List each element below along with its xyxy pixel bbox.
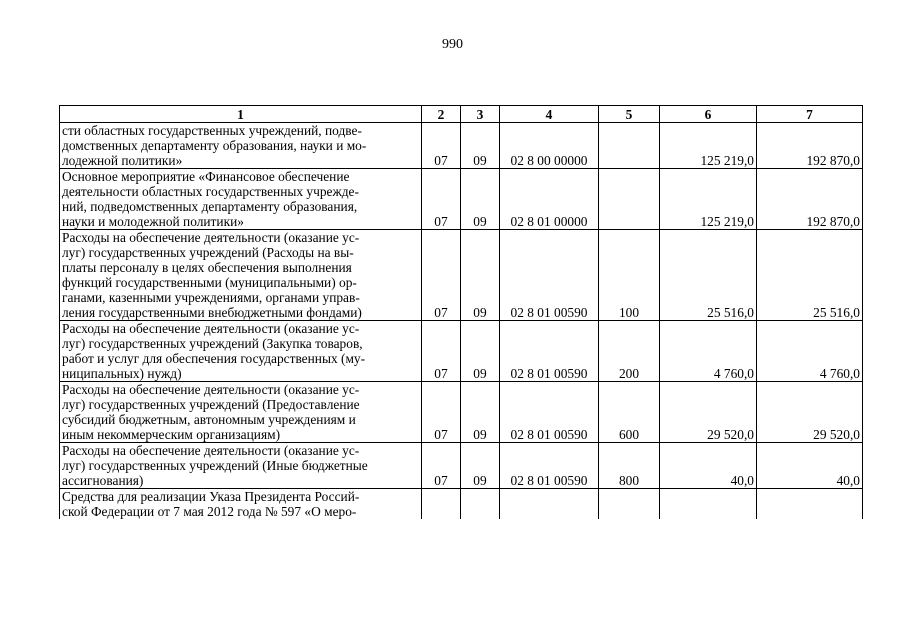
description-cell [60, 169, 422, 230]
amount-col6-cell: 125 219,0 [660, 123, 757, 169]
description-line: домственных департаменту образования, науки и мо- [62, 138, 367, 153]
description-line: ассигнования) [62, 473, 144, 488]
column-header-1: 1 [60, 106, 422, 123]
description-line: Расходы на обеспечение деятельности (оказание ус- [62, 382, 360, 397]
amount-col6-cell: 4 760,0 [660, 321, 757, 382]
description-cell [60, 382, 422, 443]
subsection-cell: 09 [461, 443, 500, 489]
section-cell: 07 [422, 169, 461, 230]
target-article-cell: 02 8 01 00000 [500, 169, 599, 230]
target-article-cell: 02 8 01 00590 [500, 382, 599, 443]
description-line: иным некоммерческим организациям) [62, 427, 281, 442]
description-line: работ и услуг для обеспечения государственных (му- [62, 351, 366, 366]
subsection-cell: 09 [461, 169, 500, 230]
table-body [60, 123, 863, 520]
budget-table [59, 105, 863, 519]
expense-type-cell [599, 489, 660, 520]
description-line: деятельности областных государственных учрежде- [62, 184, 359, 199]
amount-col6-cell: 25 516,0 [660, 230, 757, 321]
target-article-cell: 02 8 00 00000 [500, 123, 599, 169]
target-article-cell: 02 8 01 00590 [500, 230, 599, 321]
subsection-cell: 09 [461, 382, 500, 443]
description-line: ний, подведомственных департаменту образования, [62, 199, 358, 214]
amount-col7-cell [757, 489, 863, 520]
amount-col7-cell: 40,0 [757, 443, 863, 489]
description-cell [60, 321, 422, 382]
target-article-cell [500, 489, 599, 520]
table-row [60, 382, 863, 443]
description-line: функций государственными (муниципальными) ор- [62, 275, 357, 290]
description-line: ниципальных) нужд) [62, 366, 182, 381]
description-line: ской Федерации от 7 мая 2012 года № 597 «О меро- [62, 504, 357, 519]
section-cell: 07 [422, 123, 461, 169]
column-header-3: 3 [461, 106, 500, 123]
expense-type-cell [599, 169, 660, 230]
amount-col7-cell: 192 870,0 [757, 169, 863, 230]
description-line: Основное мероприятие «Финансовое обеспечение [62, 169, 350, 184]
description-cell [60, 123, 422, 169]
table-row [60, 443, 863, 489]
description-line: ганами, казенными учреждениями, органами управ- [62, 290, 360, 305]
column-header-6: 6 [660, 106, 757, 123]
amount-col7-cell: 4 760,0 [757, 321, 863, 382]
subsection-cell [461, 489, 500, 520]
column-header-7: 7 [757, 106, 863, 123]
amount-col6-cell: 40,0 [660, 443, 757, 489]
header-row [60, 106, 863, 123]
expense-type-cell: 600 [599, 382, 660, 443]
description-line: луг) государственных учреждений (Закупка товаров, [62, 336, 363, 351]
description-line: луг) государственных учреждений (Предоставление [62, 397, 360, 412]
description-line: науки и молодежной политики» [62, 214, 244, 229]
expense-type-cell: 800 [599, 443, 660, 489]
amount-col7-cell: 192 870,0 [757, 123, 863, 169]
amount-col7-cell: 29 520,0 [757, 382, 863, 443]
description-line: сти областных государственных учреждений, подве- [62, 123, 362, 138]
section-cell: 07 [422, 382, 461, 443]
description-cell [60, 230, 422, 321]
page-number: 990 [442, 37, 463, 52]
description-line: Расходы на обеспечение деятельности (оказание ус- [62, 321, 360, 336]
expense-type-cell: 200 [599, 321, 660, 382]
target-article-cell: 02 8 01 00590 [500, 443, 599, 489]
target-article-cell: 02 8 01 00590 [500, 321, 599, 382]
description-line: Средства для реализации Указа Президента Россий- [62, 489, 360, 504]
table-row [60, 321, 863, 382]
section-cell [422, 489, 461, 520]
description-cell [60, 443, 422, 489]
description-line: Расходы на обеспечение деятельности (оказание ус- [62, 443, 360, 458]
section-cell: 07 [422, 230, 461, 321]
amount-col6-cell: 125 219,0 [660, 169, 757, 230]
amount-col6-cell [660, 489, 757, 520]
description-line: Расходы на обеспечение деятельности (оказание ус- [62, 230, 360, 245]
subsection-cell: 09 [461, 230, 500, 321]
column-header-5: 5 [599, 106, 660, 123]
description-line: платы персоналу в целях обеспечения выполнения [62, 260, 352, 275]
column-header-2: 2 [422, 106, 461, 123]
subsection-cell: 09 [461, 123, 500, 169]
description-cell [60, 489, 422, 520]
section-cell: 07 [422, 321, 461, 382]
description-line: лодежной политики» [62, 153, 183, 168]
description-line: луг) государственных учреждений (Иные бюджетные [62, 458, 368, 473]
description-line: субсидий бюджетным, автономным учреждениям и [62, 412, 356, 427]
table-row [60, 489, 863, 520]
description-line: луг) государственных учреждений (Расходы на вы- [62, 245, 354, 260]
table-row [60, 169, 863, 230]
expense-type-cell [599, 123, 660, 169]
table-row [60, 123, 863, 169]
amount-col7-cell: 25 516,0 [757, 230, 863, 321]
section-cell: 07 [422, 443, 461, 489]
amount-col6-cell: 29 520,0 [660, 382, 757, 443]
description-line: ления государственными внебюджетными фондами) [62, 305, 362, 320]
expense-type-cell: 100 [599, 230, 660, 321]
subsection-cell: 09 [461, 321, 500, 382]
table-row [60, 230, 863, 321]
column-header-4: 4 [500, 106, 599, 123]
